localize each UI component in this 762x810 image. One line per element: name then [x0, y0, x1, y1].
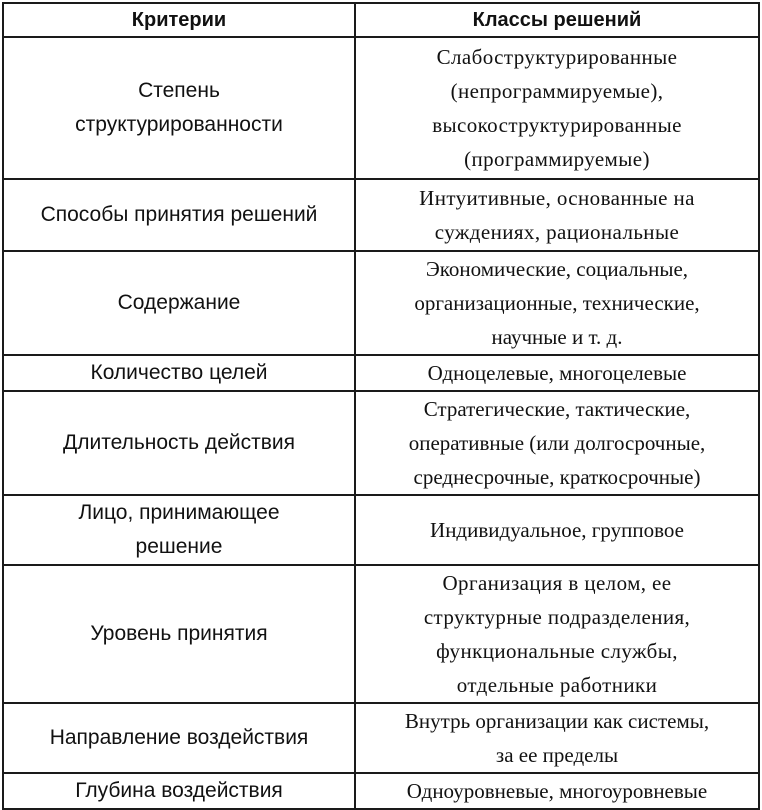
classes-text: Индивидуальное, групповое: [430, 518, 684, 542]
classes-text: отдельные работники: [456, 673, 658, 697]
criteria-cell: [3, 37, 355, 179]
classes-cell: [355, 773, 759, 809]
table-row: [3, 355, 759, 391]
criteria-text: структурированности: [75, 113, 283, 136]
criteria-text: Степень: [138, 79, 220, 102]
table-row: [3, 37, 759, 179]
table-header-row: [3, 3, 759, 37]
classes-cell: [355, 37, 759, 179]
criteria-cell: [3, 251, 355, 355]
classes-cell: [355, 179, 759, 251]
column-header-criteria: Критерии: [3, 3, 355, 37]
criteria-text: решение: [135, 535, 223, 558]
classes-text: (непрограммируемые),: [450, 79, 664, 103]
criteria-text: Способы принятия решений: [40, 203, 318, 226]
classes-text: за ее пределы: [495, 743, 619, 767]
classes-text: Организация в целом, ее: [442, 571, 672, 595]
classes-text: Одноуровневые, многоуровневые: [406, 779, 708, 803]
classes-text: высокоструктурированные: [432, 113, 682, 137]
classes-text: (программируемые): [464, 147, 650, 171]
table-row: [3, 703, 759, 773]
criteria-cell: [3, 703, 355, 773]
criteria-text: Лицо, принимающее: [78, 501, 280, 524]
classes-text: организационные, технические,: [414, 291, 700, 315]
classes-text: Слабоструктурированные: [436, 45, 678, 69]
criteria-text: Количество целей: [90, 361, 268, 384]
classes-text: научные и т. д.: [491, 325, 623, 349]
classes-cell: [355, 355, 759, 391]
classes-cell: [355, 251, 759, 355]
criteria-text: Длительность действия: [63, 431, 295, 454]
classes-text: Одноцелевые, многоцелевые: [427, 361, 687, 385]
classes-text: Стратегические, тактические,: [423, 397, 691, 421]
table-row: [3, 565, 759, 703]
decision-classification-table: [2, 2, 760, 810]
classes-cell: [355, 703, 759, 773]
criteria-cell: [3, 391, 355, 495]
table-row: [3, 495, 759, 565]
criteria-cell: [3, 773, 355, 809]
classes-cell: [355, 391, 759, 495]
classes-cell: [355, 565, 759, 703]
classes-text: среднесрочные, краткосрочные): [413, 465, 701, 489]
classes-text: структурные подразделения,: [423, 605, 691, 629]
table-row: [3, 179, 759, 251]
table-row: [3, 251, 759, 355]
classes-text: функциональные службы,: [436, 639, 678, 663]
criteria-text: Уровень принятия: [90, 622, 268, 645]
criteria-cell: [3, 495, 355, 565]
criteria-text: Направление воздействия: [49, 726, 309, 749]
table-row: [3, 773, 759, 809]
classes-text: Экономические, социальные,: [425, 257, 689, 281]
criteria-cell: [3, 179, 355, 251]
criteria-cell: [3, 355, 355, 391]
classes-text: оперативные (или долгосрочные,: [408, 431, 706, 455]
table-row: [3, 391, 759, 495]
criteria-cell: [3, 565, 355, 703]
classes-text: Внутрь организации как системы,: [404, 709, 710, 733]
criteria-text: Содержание: [117, 291, 241, 314]
column-header-decision-classes: Классы решений: [355, 3, 759, 37]
classes-text: Интуитивные, основанные на: [419, 186, 695, 210]
classes-text: суждениях, рациональные: [434, 220, 680, 244]
criteria-text: Глубина воздействия: [75, 779, 283, 802]
classes-cell: [355, 495, 759, 565]
